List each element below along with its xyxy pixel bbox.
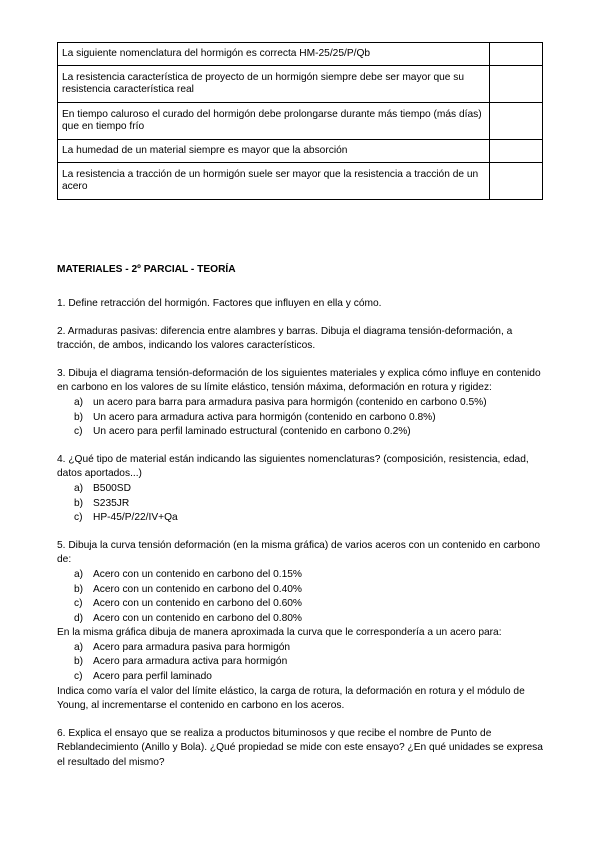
list-item-text: HP-45/P/22/IV+Qa (93, 512, 178, 524)
question-text: Indica como varía el valor del límite elástico, la carga de rotura, la deformación en rotura y el módulo de Young, al incrementarse el contenido en carbono en los aceros. (57, 685, 525, 712)
answer-cell (490, 163, 543, 200)
list-item-text: Acero con un contenido en carbono del 0.15% (93, 568, 302, 580)
true-false-table (57, 42, 543, 200)
question-text: 5. Dibuja la curva tensión deformación (en la misma gráfica) de varios aceros con un contenido en carbono de: (57, 539, 541, 566)
list-label: c) (74, 598, 83, 610)
table-row (58, 66, 543, 103)
list-item (74, 612, 543, 627)
question-text: 4. ¿Qué tipo de material están indicando las siguientes nomenclaturas? (composición, resistencia, edad, datos aportados...) (57, 453, 529, 480)
list-label: a) (74, 482, 84, 494)
list-label: b) (74, 583, 84, 595)
list-item-text: Acero con un contenido en carbono del 0.60% (93, 598, 302, 610)
list-item (74, 411, 543, 426)
question-text: 3. Dibuja el diagrama tensión-deformación de los siguientes materiales y explica cómo influye en contenido en carbono en los valores de su límite elástico, tensión máxima, deformación en rotura y rigidez: (57, 367, 541, 394)
list-item (74, 482, 543, 497)
list-item-text: B500SD (93, 482, 131, 494)
list-item-text: Un acero para armadura activa para hormigón (contenido en carbono 0.8%) (93, 411, 436, 423)
table-row (58, 103, 543, 140)
list-item (74, 425, 543, 440)
list-item-text: Acero para armadura activa para hormigón (93, 656, 288, 668)
list-label: c) (74, 671, 83, 683)
question-text: 1. Define retracción del hormigón. Factores que influyen en ella y cómo. (57, 298, 382, 309)
question-6 (57, 727, 543, 771)
answer-cell (490, 43, 543, 66)
question-text: 6. Explica el ensayo que se realiza a productos bituminosos y que recibe el nombre de Punto de Reblandecimiento (Anillo y Bola). ¿Qué propiedad se mide con este ensayo? ¿En qué unidades se expresa el resultado del mismo? (57, 727, 543, 769)
list-item-text: Acero con un contenido en carbono del 0.40% (93, 583, 302, 595)
question-text: 2. Armaduras pasivas: diferencia entre alambres y barras. Dibuja el diagrama tensión-deformación, a tracción, de ambos, indicando los valores característicos. (57, 325, 513, 352)
theory-section (57, 263, 543, 784)
table-row (58, 43, 543, 66)
statement-cell: La humedad de un material siempre es mayor que la absorción (58, 140, 490, 163)
list-label: a) (74, 396, 84, 408)
list-item-text: un acero para barra para armadura pasiva para hormigón (contenido en carbono 0.5%) (93, 396, 487, 408)
sub-list (57, 568, 543, 626)
sub-list (57, 396, 543, 440)
statement-cell: La resistencia a tracción de un hormigón suele ser mayor que la resistencia a tracción de un acero (58, 163, 490, 200)
list-item (74, 583, 543, 598)
list-item (74, 655, 543, 670)
statement-cell: En tiempo caluroso el curado del hormigón debe prolongarse durante más tiempo (más días) que en tiempo frío (58, 103, 490, 140)
list-label: c) (74, 512, 83, 524)
question-2 (57, 325, 543, 354)
answer-cell (490, 66, 543, 103)
list-item (74, 396, 543, 411)
list-label: d) (74, 612, 84, 624)
list-item-text: S235JR (93, 497, 130, 509)
list-item-text: Un acero para perfil laminado estructural (contenido en carbono 0.2%) (93, 426, 411, 438)
list-label: c) (74, 426, 83, 438)
question-5 (57, 539, 543, 714)
list-item-text: Acero con un contenido en carbono del 0.80% (93, 612, 302, 624)
sub-list (57, 482, 543, 526)
question-1 (57, 297, 543, 312)
list-item (74, 641, 543, 656)
list-item-text: Acero para armadura pasiva para hormigón (93, 641, 291, 653)
statement-cell: La siguiente nomenclatura del hormigón es correcta HM-25/25/P/Qb (58, 43, 490, 66)
list-label: b) (74, 656, 84, 668)
statement-cell: La resistencia característica de proyecto de un hormigón siempre debe ser mayor que su resistencia característica real (58, 66, 490, 103)
table-row (58, 140, 543, 163)
list-item-text: Acero para perfil laminado (93, 671, 212, 683)
list-label: b) (74, 497, 84, 509)
list-label: b) (74, 411, 84, 423)
table-row (58, 163, 543, 200)
list-item (74, 511, 543, 526)
list-item (74, 497, 543, 512)
question-4 (57, 453, 543, 526)
answer-cell (490, 140, 543, 163)
sub-list (57, 641, 543, 685)
list-label: a) (74, 568, 84, 580)
list-item (74, 670, 543, 685)
section-title: MATERIALES - 2º PARCIAL - TEORÍA (57, 264, 236, 275)
question-text: En la misma gráfica dibuja de manera aproximada la curva que le correspondería a un acero para: (57, 627, 502, 639)
answer-cell (490, 103, 543, 140)
list-item (74, 568, 543, 583)
list-item (74, 597, 543, 612)
question-3 (57, 367, 543, 440)
list-label: a) (74, 641, 84, 653)
